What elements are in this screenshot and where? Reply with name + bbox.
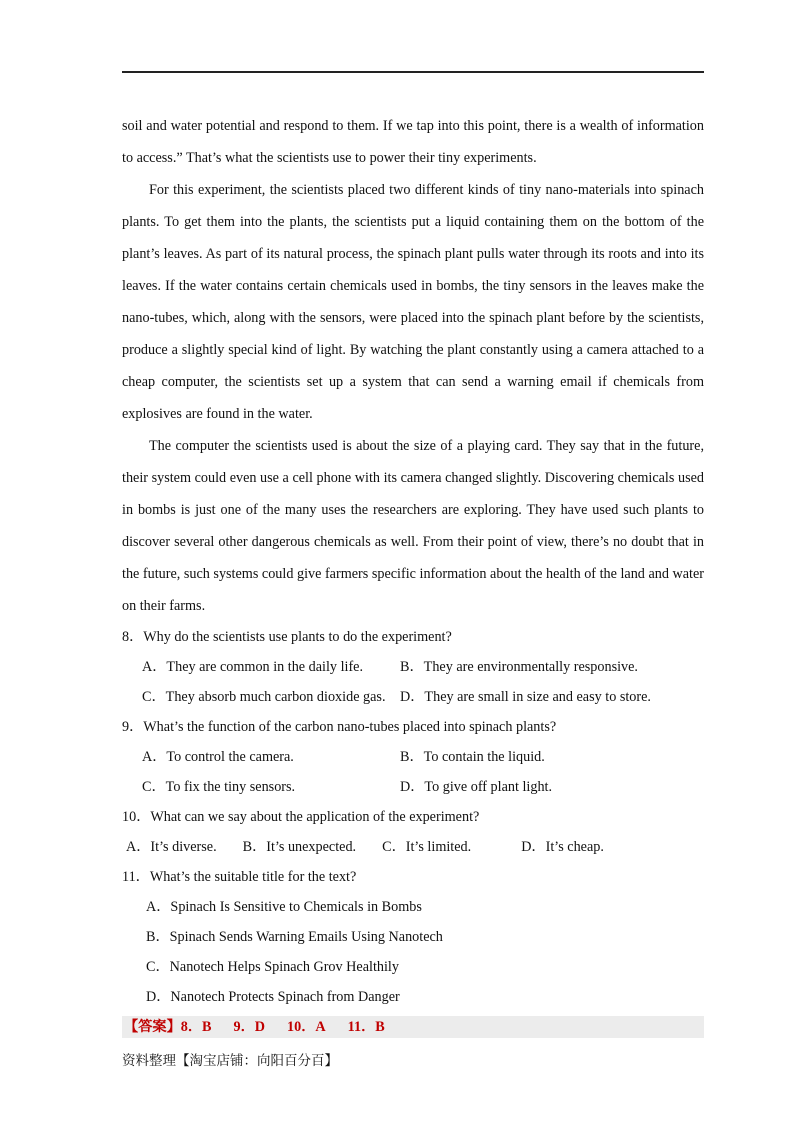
option: A．They are common in the daily life. (142, 659, 364, 675)
option: D．It’s cheap. (521, 839, 604, 855)
option: C．It’s limited. (382, 839, 472, 855)
option: A．To control the camera. (142, 749, 294, 765)
answer-item: 10．A (287, 1019, 326, 1035)
option: C．To fix the tiny sensors. (142, 779, 296, 795)
option: B．To contain the liquid. (400, 749, 545, 765)
answer-key (122, 1016, 704, 1038)
answer-item: 9．D (233, 1019, 266, 1035)
option: B．They are environmentally responsive. (400, 659, 638, 675)
option: B．It’s unexpected. (242, 839, 357, 855)
question-9 (122, 712, 704, 802)
option: B．Spinach Sends Warning Emails Using Nanotech (146, 929, 443, 945)
question-8 (122, 622, 704, 712)
answer-item: 11．B (347, 1019, 385, 1035)
answer-item: 8．B (180, 1019, 212, 1035)
answer-label: 【答案】 (124, 1019, 181, 1035)
question-10 (122, 802, 704, 862)
paragraph: The computer the scientists used is about the size of a playing card. They say that in the future, their system could even use a cell phone with its camera changed slightly. Discovering chemicals used in bombs is just one of the many uses the researchers are exploring. They have used such plants to discover several other dangerous chemicals as well. From their point of view, there’s no doubt that in the future, such systems could give farmers specific information about the health of the land and water on their farms. (122, 438, 704, 614)
paragraph: For this experiment, the scientists placed two different kinds of tiny nano-materials into spinach plants. To get them into the plants, the scientists put a liquid containing them on the bottom of the plant’s leaves. As part of its natural process, the spinach plant pulls water through its roots and into its leaves. If the water contains certain chemicals used in bombs, the tiny sensors in the leaves make the nano-tubes, which, along with the sensors, were placed into the spinach plant before by the scientists, produce a slightly special kind of light. By watching the plant constantly using a camera attached to a cheap computer, the scientists set up a system that can send a warning email if chemicals from explosives are found in the water. (122, 182, 704, 422)
option: D．Nanotech Protects Spinach from Danger (146, 989, 400, 1005)
question-11 (122, 862, 704, 1012)
option: D．They are small in size and easy to store. (400, 689, 651, 705)
header-rule (122, 71, 704, 73)
option: C．Nanotech Helps Spinach Grov Healthily (146, 959, 399, 975)
option: D．To give off plant light. (400, 779, 553, 795)
option: A．It’s diverse. (126, 839, 217, 855)
footer-note: 资料整理【淘宝店铺：向阳百分百】 (122, 1053, 338, 1069)
question-stem: 10．What can we say about the application of the experiment? (122, 809, 480, 825)
paragraph: soil and water potential and respond to them. If we tap into this point, there is a wealth of information to access.” That’s what the scientists use to power their tiny experiments. (122, 118, 704, 166)
question-stem: 9．What’s the function of the carbon nano-tubes placed into spinach plants? (122, 719, 557, 735)
question-stem: 11．What’s the suitable title for the text? (122, 869, 357, 885)
question-stem: 8．Why do the scientists use plants to do the experiment? (122, 629, 452, 645)
option: A．Spinach Is Sensitive to Chemicals in Bombs (146, 899, 422, 915)
option: C．They absorb much carbon dioxide gas. (142, 689, 386, 705)
document-body (122, 110, 704, 1038)
